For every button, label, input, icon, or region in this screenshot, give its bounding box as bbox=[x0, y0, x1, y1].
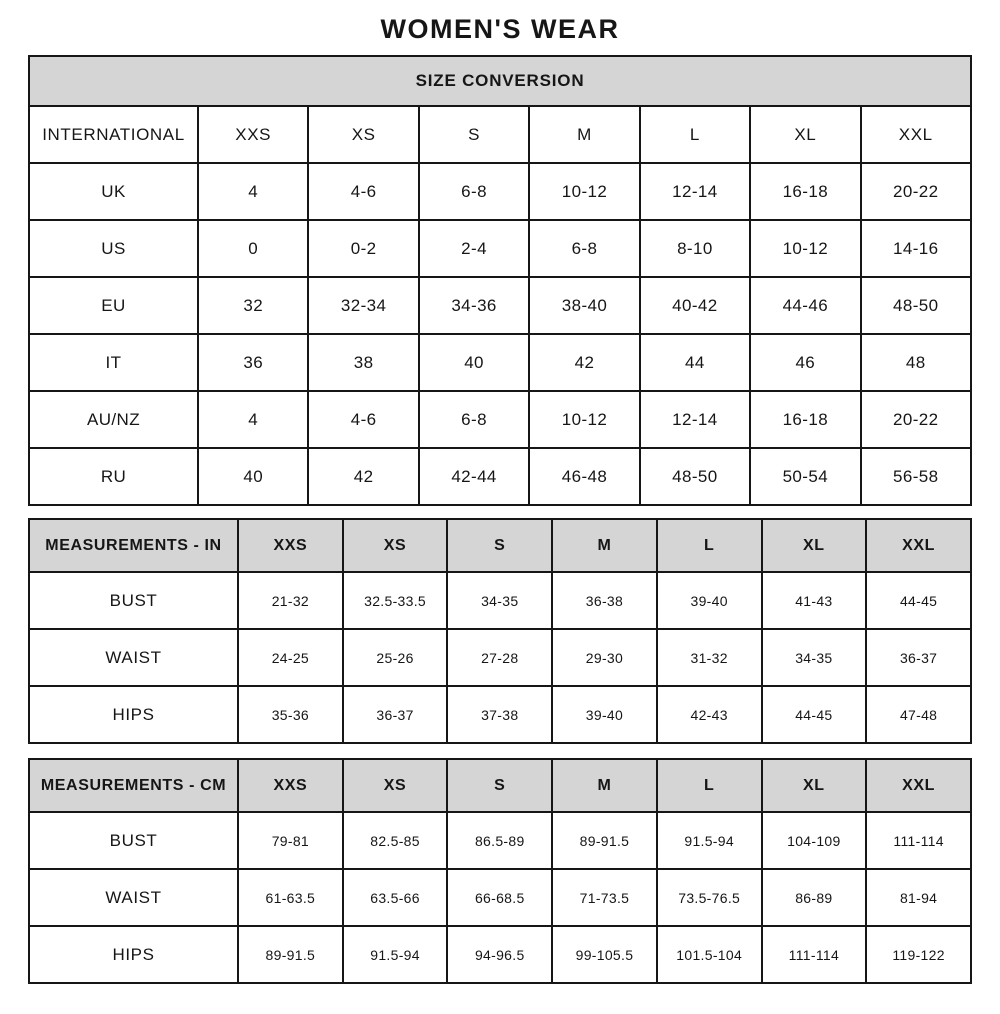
cell: 79-81 bbox=[238, 812, 343, 869]
cell: 36 bbox=[198, 334, 308, 391]
cell: 6-8 bbox=[419, 391, 529, 448]
cell: 0-2 bbox=[308, 220, 418, 277]
cell: 44 bbox=[640, 334, 750, 391]
cell: 0 bbox=[198, 220, 308, 277]
cell: 48 bbox=[861, 334, 971, 391]
cell: 50-54 bbox=[750, 448, 860, 505]
cell: 8-10 bbox=[640, 220, 750, 277]
cell: 40-42 bbox=[640, 277, 750, 334]
cell: 27-28 bbox=[447, 629, 552, 686]
column-header: L bbox=[657, 759, 762, 812]
cell: 91.5-94 bbox=[657, 812, 762, 869]
column-header: XXL bbox=[866, 759, 971, 812]
cell: 44-45 bbox=[762, 686, 867, 743]
cell: 32.5-33.5 bbox=[343, 572, 448, 629]
cell: 111-114 bbox=[866, 812, 971, 869]
cell: 34-35 bbox=[447, 572, 552, 629]
cell: 32 bbox=[198, 277, 308, 334]
cell: 36-37 bbox=[343, 686, 448, 743]
cell: 38 bbox=[308, 334, 418, 391]
cell: 2-4 bbox=[419, 220, 529, 277]
column-header: XL bbox=[750, 106, 860, 163]
cell: 119-122 bbox=[866, 926, 971, 983]
row-label: UK bbox=[29, 163, 198, 220]
table-band-title: SIZE CONVERSION bbox=[29, 56, 971, 106]
cell: 37-38 bbox=[447, 686, 552, 743]
cell: 31-32 bbox=[657, 629, 762, 686]
table-row bbox=[29, 391, 971, 448]
column-header: XS bbox=[343, 759, 448, 812]
cell: 94-96.5 bbox=[447, 926, 552, 983]
cell: 48-50 bbox=[640, 448, 750, 505]
cell: 89-91.5 bbox=[238, 926, 343, 983]
cell: 91.5-94 bbox=[343, 926, 448, 983]
cell: 41-43 bbox=[762, 572, 867, 629]
column-header: S bbox=[419, 106, 529, 163]
cell: 10-12 bbox=[529, 391, 639, 448]
cell: 86.5-89 bbox=[447, 812, 552, 869]
cell: 4 bbox=[198, 163, 308, 220]
cell: 104-109 bbox=[762, 812, 867, 869]
cell: 40 bbox=[198, 448, 308, 505]
cell: 16-18 bbox=[750, 163, 860, 220]
table-row bbox=[29, 334, 971, 391]
cell: 20-22 bbox=[861, 391, 971, 448]
cell: 6-8 bbox=[529, 220, 639, 277]
row-label: HIPS bbox=[29, 686, 238, 743]
size-conversion-table bbox=[28, 55, 972, 506]
table-row bbox=[29, 629, 971, 686]
cell: 61-63.5 bbox=[238, 869, 343, 926]
cell: 81-94 bbox=[866, 869, 971, 926]
table-row bbox=[29, 220, 971, 277]
column-header: XS bbox=[308, 106, 418, 163]
cell: 42-44 bbox=[419, 448, 529, 505]
column-header: XL bbox=[762, 759, 867, 812]
column-header: S bbox=[447, 519, 552, 572]
cell: 39-40 bbox=[552, 686, 657, 743]
cell: 10-12 bbox=[750, 220, 860, 277]
cell: 4-6 bbox=[308, 391, 418, 448]
cell: 66-68.5 bbox=[447, 869, 552, 926]
cell: 4 bbox=[198, 391, 308, 448]
row-label: EU bbox=[29, 277, 198, 334]
cell: 44-46 bbox=[750, 277, 860, 334]
cell: 44-45 bbox=[866, 572, 971, 629]
row-label: BUST bbox=[29, 572, 238, 629]
cell: 48-50 bbox=[861, 277, 971, 334]
table-row bbox=[29, 277, 971, 334]
row-label: US bbox=[29, 220, 198, 277]
cell: 46-48 bbox=[529, 448, 639, 505]
row-label: WAIST bbox=[29, 869, 238, 926]
cell: 101.5-104 bbox=[657, 926, 762, 983]
row-label: BUST bbox=[29, 812, 238, 869]
column-header: XXS bbox=[238, 759, 343, 812]
cell: 42-43 bbox=[657, 686, 762, 743]
column-header: INTERNATIONAL bbox=[29, 106, 198, 163]
cell: 16-18 bbox=[750, 391, 860, 448]
cell: 34-36 bbox=[419, 277, 529, 334]
column-header: M bbox=[529, 106, 639, 163]
table-row bbox=[29, 572, 971, 629]
cell: 42 bbox=[308, 448, 418, 505]
column-header: XS bbox=[343, 519, 448, 572]
column-header: XXL bbox=[866, 519, 971, 572]
cell: 39-40 bbox=[657, 572, 762, 629]
cell: 20-22 bbox=[861, 163, 971, 220]
column-header: M bbox=[552, 519, 657, 572]
table-row bbox=[29, 812, 971, 869]
cell: 12-14 bbox=[640, 163, 750, 220]
cell: 34-35 bbox=[762, 629, 867, 686]
cell: 71-73.5 bbox=[552, 869, 657, 926]
column-header: XL bbox=[762, 519, 867, 572]
cell: 38-40 bbox=[529, 277, 639, 334]
cell: 25-26 bbox=[343, 629, 448, 686]
cell: 21-32 bbox=[238, 572, 343, 629]
cell: 32-34 bbox=[308, 277, 418, 334]
column-header: L bbox=[657, 519, 762, 572]
cell: 46 bbox=[750, 334, 860, 391]
cell: 10-12 bbox=[529, 163, 639, 220]
cell: 4-6 bbox=[308, 163, 418, 220]
cell: 99-105.5 bbox=[552, 926, 657, 983]
cell: 14-16 bbox=[861, 220, 971, 277]
table-row bbox=[29, 163, 971, 220]
table-row bbox=[29, 686, 971, 743]
cell: 42 bbox=[529, 334, 639, 391]
cell: 73.5-76.5 bbox=[657, 869, 762, 926]
measurements-cm-table bbox=[28, 758, 972, 984]
table-row bbox=[29, 926, 971, 983]
page bbox=[28, 14, 972, 984]
column-header: L bbox=[640, 106, 750, 163]
table-row bbox=[29, 869, 971, 926]
cell: 6-8 bbox=[419, 163, 529, 220]
cell: 24-25 bbox=[238, 629, 343, 686]
cell: 47-48 bbox=[866, 686, 971, 743]
cell: 29-30 bbox=[552, 629, 657, 686]
row-label: RU bbox=[29, 448, 198, 505]
row-label: IT bbox=[29, 334, 198, 391]
column-header: XXS bbox=[238, 519, 343, 572]
cell: 35-36 bbox=[238, 686, 343, 743]
column-header: M bbox=[552, 759, 657, 812]
row-label: HIPS bbox=[29, 926, 238, 983]
table-title-header: MEASUREMENTS - IN bbox=[29, 519, 238, 572]
row-label: AU/NZ bbox=[29, 391, 198, 448]
cell: 36-38 bbox=[552, 572, 657, 629]
measurements-in-table bbox=[28, 518, 972, 744]
cell: 86-89 bbox=[762, 869, 867, 926]
table-title-header: MEASUREMENTS - CM bbox=[29, 759, 238, 812]
cell: 89-91.5 bbox=[552, 812, 657, 869]
cell: 111-114 bbox=[762, 926, 867, 983]
table-row bbox=[29, 448, 971, 505]
page-title: WOMEN'S WEAR bbox=[380, 14, 620, 44]
column-header: XXS bbox=[198, 106, 308, 163]
cell: 40 bbox=[419, 334, 529, 391]
cell: 36-37 bbox=[866, 629, 971, 686]
row-label: WAIST bbox=[29, 629, 238, 686]
column-header: XXL bbox=[861, 106, 971, 163]
cell: 63.5-66 bbox=[343, 869, 448, 926]
column-header: S bbox=[447, 759, 552, 812]
cell: 56-58 bbox=[861, 448, 971, 505]
cell: 82.5-85 bbox=[343, 812, 448, 869]
cell: 12-14 bbox=[640, 391, 750, 448]
